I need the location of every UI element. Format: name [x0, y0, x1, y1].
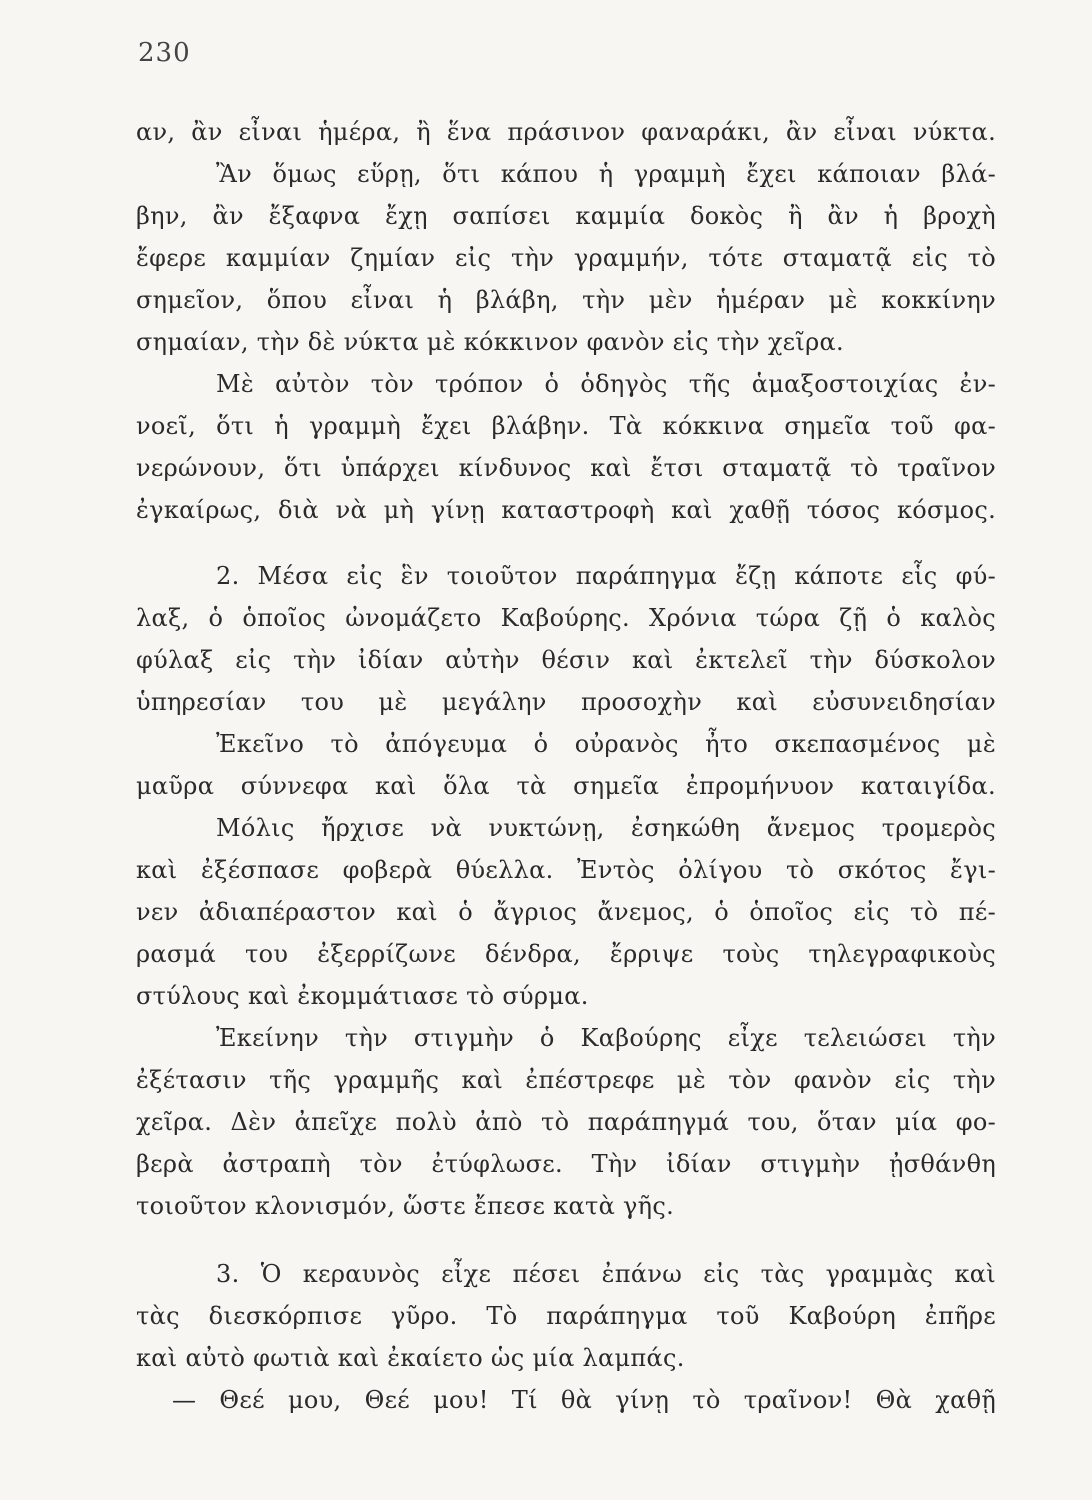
text-line: ἐξέτασιν τῆς γραμμῆς καὶ ἐπέστρεφε μὲ τὸν φανὸν εἰς τὴν: [136, 1066, 996, 1094]
text-line: τοιοῦτον κλονισμόν, ὥστε ἔπεσε κατὰ γῆς.: [136, 1192, 674, 1220]
text-line: ρασμά του ἐξερρίζωνε δένδρα, ἔρριψε τοὺς τηλεγραφικοὺς: [136, 940, 996, 968]
text-line: νερώνουν, ὅτι ὑπάρχει κίνδυνος καὶ ἔτσι σταματᾷ τὸ τραῖνον: [136, 454, 996, 482]
text-line: Μὲ αὐτὸν τὸν τρόπον ὁ ὁδηγὸς τῆς ἁμαξοστοιχίας ἐν-: [216, 370, 996, 398]
text-line: 3. Ὁ κεραυνὸς εἶχε πέσει ἐπάνω εἰς τὰς γραμμὰς καὶ: [216, 1260, 996, 1288]
text-line: νεν ἀδιαπέραστον καὶ ὁ ἄγριος ἄνεμος, ὁ ὁποῖος εἰς τὸ πέ-: [136, 898, 996, 926]
page-number: 230: [138, 38, 191, 68]
text-line: καὶ ἐξέσπασε φοβερὰ θύελλα. Ἐντὸς ὀλίγου τὸ σκότος ἔγι-: [136, 856, 996, 884]
text-line: Ἐκείνην τὴν στιγμὴν ὁ Καβούρης εἶχε τελειώσει τὴν: [216, 1024, 996, 1052]
text-line: καὶ αὐτὸ φωτιὰ καὶ ἐκαίετο ὡς μία λαμπάς.: [136, 1344, 685, 1372]
text-line: τὰς διεσκόρπισε γῦρο. Τὸ παράπηγμα τοῦ Καβούρη ἐπῆρε: [136, 1302, 996, 1330]
text-line: Ἂν ὅμως εὕρῃ, ὅτι κάπου ἡ γραμμὴ ἔχει κάποιαν βλά-: [216, 160, 996, 188]
text-line: σημεῖον, ὅπου εἶναι ἡ βλάβη, τὴν μὲν ἡμέραν μὲ κοκκίνην: [136, 286, 996, 314]
text-line: βερὰ ἀστραπὴ τὸν ἐτύφλωσε. Τὴν ἰδίαν στιγμὴν ᾐσθάνθη: [136, 1150, 996, 1178]
text-line: Μόλις ἤρχισε νὰ νυκτώνῃ, ἐσηκώθη ἄνεμος τρομερὸς: [216, 814, 996, 842]
text-line: Ἐκεῖνο τὸ ἀπόγευμα ὁ οὐρανὸς ἦτο σκεπασμένος μὲ: [216, 730, 996, 758]
text-line: αν, ἂν εἶναι ἡμέρα, ἢ ἕνα πράσινον φαναράκι, ἂν εἶναι νύκτα.: [136, 118, 996, 146]
text-line: χεῖρα. Δὲν ἀπεῖχε πολὺ ἀπὸ τὸ παράπηγμά του, ὅταν μία φο-: [136, 1108, 996, 1136]
text-line: βην, ἂν ἔξαφνα ἔχῃ σαπίσει καμμία δοκὸς ἢ ἂν ἡ βροχὴ: [136, 202, 996, 230]
text-line: ἔφερε καμμίαν ζημίαν εἰς τὴν γραμμήν, τότε σταματᾷ εἰς τὸ: [136, 244, 996, 272]
text-line: στύλους καὶ ἐκομμάτιασε τὸ σύρμα.: [136, 982, 589, 1010]
text-line: 2. Μέσα εἰς ἓν τοιοῦτον παράπηγμα ἔζῃ κάποτε εἷς φύ-: [216, 562, 996, 590]
text-line: μαῦρα σύννεφα καὶ ὅλα τὰ σημεῖα ἐπρομήνυον καταιγίδα.: [136, 772, 996, 800]
text-line: — Θεέ μου, Θεέ μου! Τί θὰ γίνῃ τὸ τραῖνον! Θὰ χαθῇ: [172, 1386, 996, 1414]
text-line: ἐγκαίρως, διὰ νὰ μὴ γίνῃ καταστροφὴ καὶ χαθῇ τόσος κόσμος.: [136, 496, 996, 524]
text-line: σημαίαν, τὴν δὲ νύκτα μὲ κόκκινον φανὸν εἰς τὴν χεῖρα.: [136, 328, 844, 356]
text-line: λαξ, ὁ ὁποῖος ὠνομάζετο Καβούρης. Χρόνια τώρα ζῇ ὁ καλὸς: [136, 604, 996, 632]
text-line: νοεῖ, ὅτι ἡ γραμμὴ ἔχει βλάβην. Τὰ κόκκινα σημεῖα τοῦ φα-: [136, 412, 996, 440]
text-line: ὑπηρεσίαν του μὲ μεγάλην προσοχὴν καὶ εὐσυνειδησίαν: [136, 688, 996, 716]
text-line: φύλαξ εἰς τὴν ἰδίαν αὐτὴν θέσιν καὶ ἐκτελεῖ τὴν δύσκολον: [136, 646, 996, 674]
